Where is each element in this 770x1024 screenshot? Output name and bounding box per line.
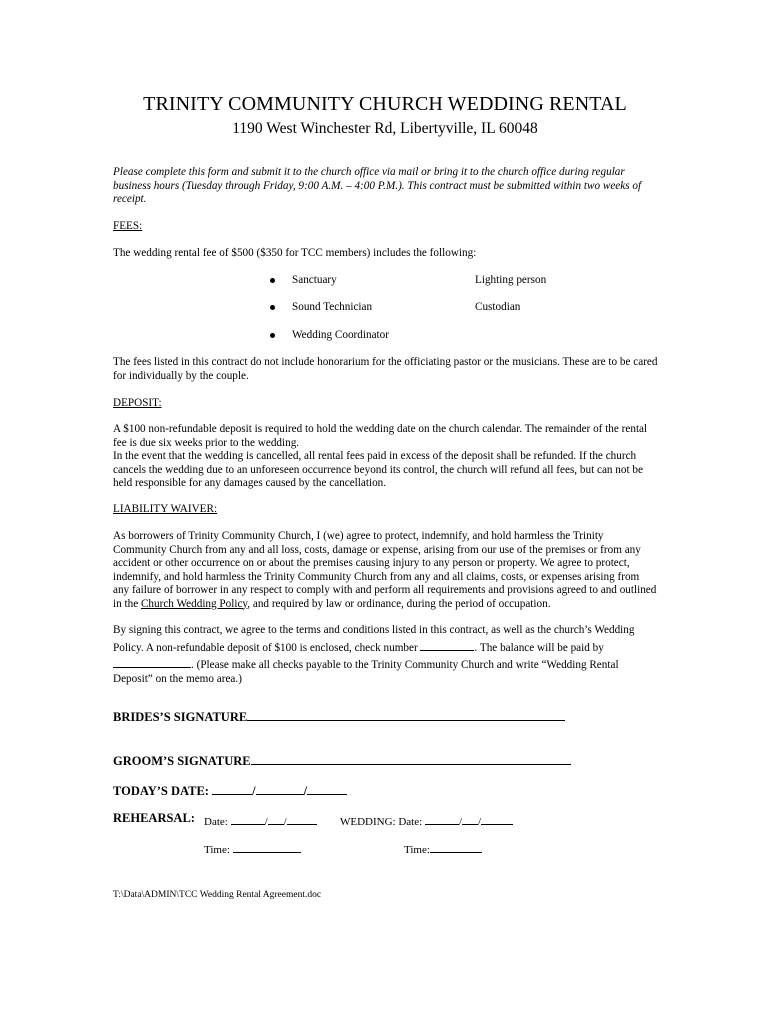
church-wedding-policy-link[interactable]: Church Wedding Policy [140, 597, 248, 610]
wedding-year-field[interactable] [481, 812, 513, 825]
fee-item: Wedding Coordinator [270, 329, 389, 341]
wedding-month-field[interactable] [425, 812, 459, 825]
bullet-icon [270, 278, 275, 283]
fee-item: Lighting person [475, 274, 547, 286]
church-address: 1190 West Winchester Rd, Libertyville, IL 60048 [232, 120, 538, 137]
footer-file-path: T:\Data\ADMIN\TCC Wedding Rental Agreement.doc [113, 890, 322, 900]
groom-signature-field[interactable] [251, 752, 571, 765]
date-day-field[interactable] [256, 782, 304, 795]
todays-date-row: TODAY’S DATE: / / [113, 782, 347, 799]
fee-item: Custodian [475, 301, 521, 313]
agreement-paragraph: By signing this contract, we agree to the terms and conditions listed in this contract, as well as the church’s Wedding Policy. A non-refundable deposit of $100 is enclosed, check number . The balance will be paid by . (Please make all checks payable to the Trinity Community Church and write “Wedding Rental Deposit” on the memo area.) [113, 624, 635, 685]
waiver-heading: LIABILITY WAIVER: [113, 503, 218, 515]
fees-note: The fees listed in this contract do not include honorarium for the officiating pastor or the musicians. These are to be cared for individually by the couple. [113, 356, 658, 382]
rehearsal-time-row: Time: [204, 840, 301, 856]
date-month-field[interactable] [212, 782, 252, 795]
rehearsal-day-field[interactable] [268, 812, 284, 825]
deposit-paragraph: A $100 non-refundable deposit is required to hold the wedding date on the church calendar. The remainder of the rental fee is due six weeks prior to the wedding. [113, 423, 648, 449]
groom-signature-row: GROOM’S SIGNATURE [113, 752, 571, 769]
fees-lead: The wedding rental fee of $500 ($350 for TCC members) includes the following: [113, 247, 477, 259]
balance-date-field[interactable] [113, 655, 191, 668]
rehearsal-time-field[interactable] [233, 840, 301, 853]
wedding-date-row: WEDDING: Date: / / [340, 812, 513, 828]
rehearsal-date-row: Date: / / [204, 812, 317, 828]
bride-signature-field[interactable] [247, 708, 565, 721]
intro-instructions: Please complete this form and submit it to the church office via mail or bring it to the church office during regular business hours (Tuesday through Friday, 9:00 A.M. – 4:00 P.M.). This contract must be submitted within two weeks of receipt. [113, 166, 642, 205]
rehearsal-label: REHEARSAL: [113, 811, 195, 825]
check-number-field[interactable] [420, 638, 474, 651]
waiver-paragraph: As borrowers of Trinity Community Church, I (we) agree to protect, indemnify, and hold harmless the Trinity Community Church from any and all loss, costs, damage or expense, arising from our use of the premises or from any accident or other occurrence on or about the premises causing injury to any person or property. We agree to protect, indemnify, and hold harmless the Trinity Community Church from any and all claims, costs, or expenses arising from any failure of borrower in any respect to comply with and perform all requirements and provisions agreed to and outlined in the Church Wedding Policy, and required by law or ordinance, during the period of occupation. [113, 530, 657, 610]
wedding-time-field[interactable] [430, 840, 482, 853]
page-title: TRINITY COMMUNITY CHURCH WEDDING RENTAL [143, 93, 627, 115]
bullet-icon [270, 305, 275, 310]
rehearsal-month-field[interactable] [231, 812, 265, 825]
deposit-heading: DEPOSIT: [113, 397, 162, 409]
wedding-time-row: Time: [404, 840, 482, 856]
fee-item: Sanctuary [270, 274, 337, 286]
rehearsal-year-field[interactable] [287, 812, 317, 825]
deposit-cancellation: In the event that the wedding is cancelled, all rental fees paid in excess of the deposit shall be refunded. If the church cancels the wedding due to an unforeseen occurrence beyond its control, the church will refund all fees, but can not be held responsible for any damages caused by the cancellation. [113, 450, 643, 489]
wedding-day-field[interactable] [462, 812, 478, 825]
fees-heading: FEES: [113, 220, 143, 232]
bride-signature-row: BRIDES’S SIGNATURE [113, 708, 565, 725]
date-year-field[interactable] [307, 782, 347, 795]
bullet-icon [270, 333, 275, 338]
fee-item: Sound Technician [270, 301, 372, 313]
